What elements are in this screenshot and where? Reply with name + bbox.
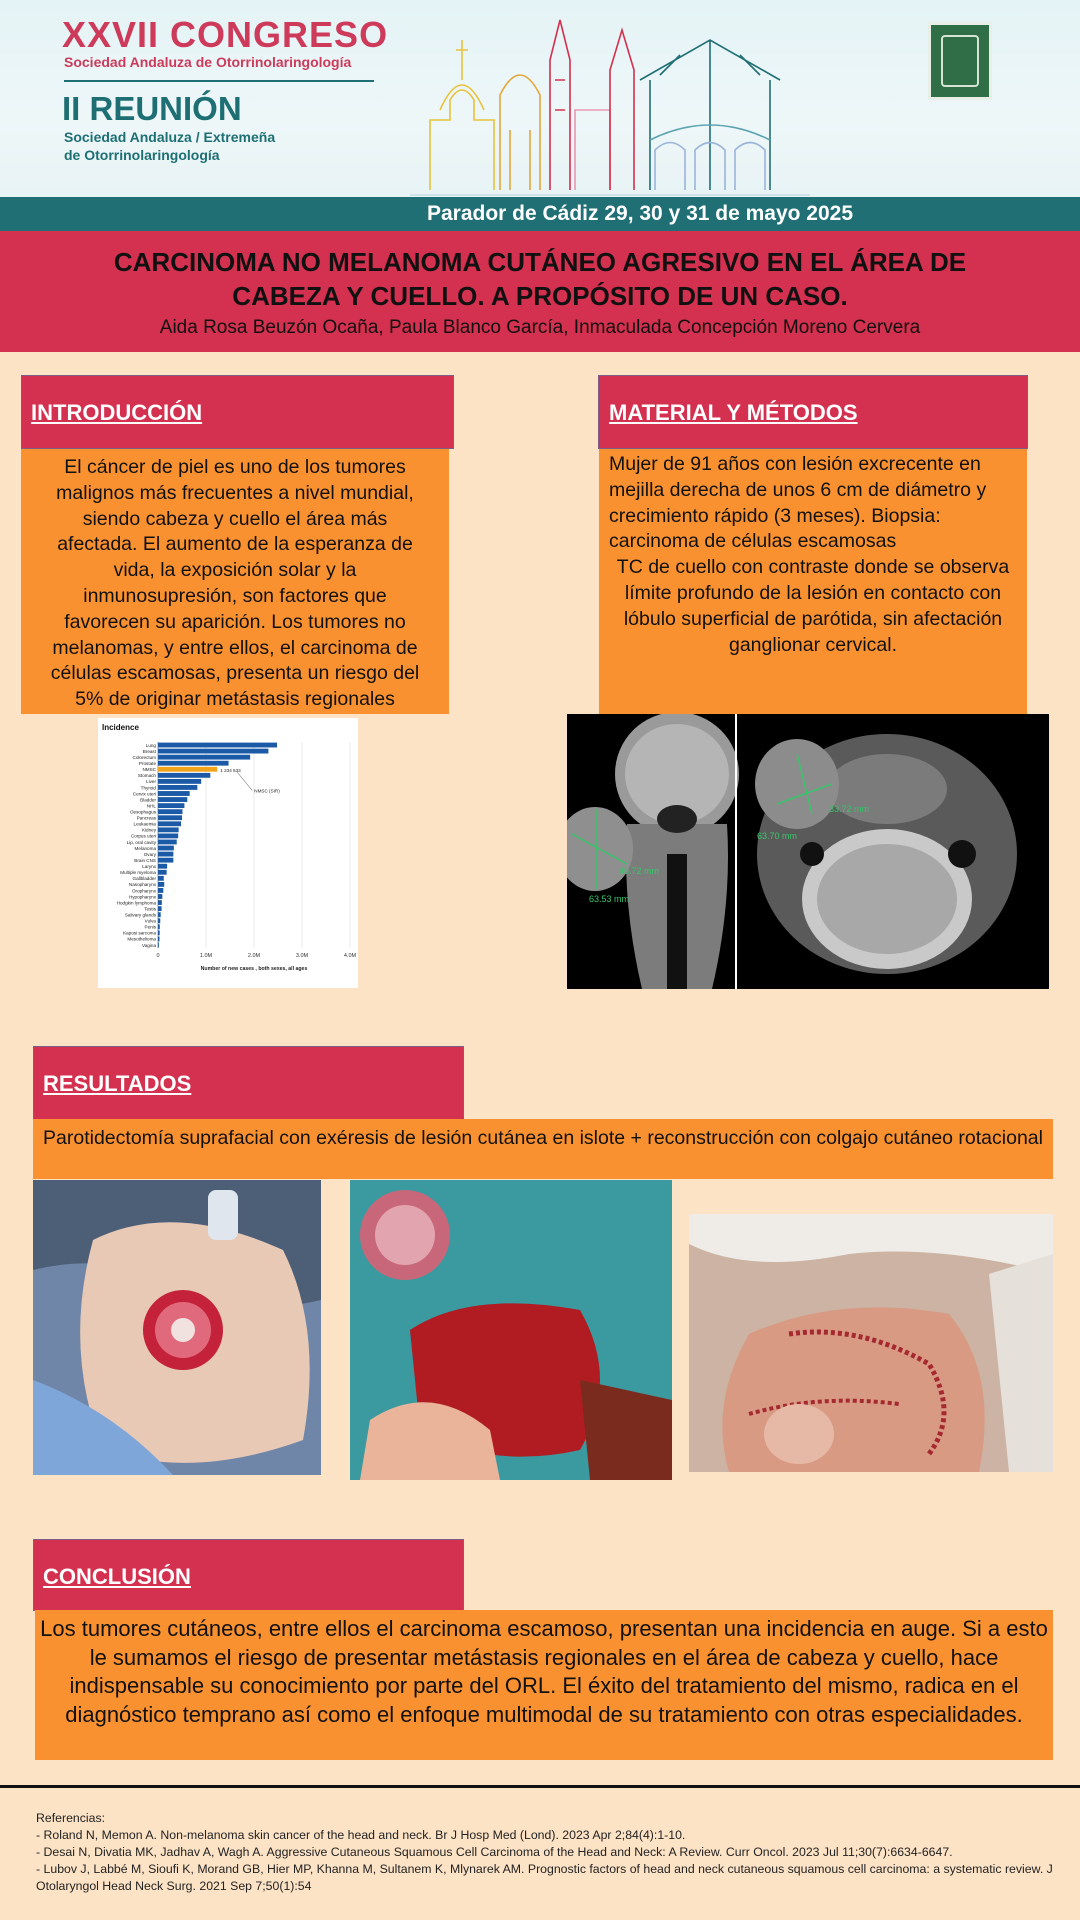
congress-title: XXVII CONGRESO: [62, 14, 389, 55]
introduccion-heading: INTRODUCCIÓN: [31, 400, 203, 425]
chart-category-label: Brain CNS: [134, 857, 156, 863]
material-text-box: [599, 449, 1027, 714]
chart-bar: [158, 912, 161, 917]
chart-category-label: Mesothelioma: [127, 936, 156, 942]
material-heading: MATERIAL Y MÉTODOS: [609, 400, 858, 425]
chart-category-label: Pancreas: [136, 815, 156, 821]
date-location-bar: Parador de Cádiz 29, 30 y 31 de mayo 2025: [0, 197, 1080, 231]
chart-category-label: Leukaemia: [133, 821, 156, 827]
shield-icon: [941, 35, 979, 87]
chart-bar: [158, 900, 162, 905]
chart-bar: [158, 827, 179, 832]
meeting-title: II REUNIÓN: [62, 90, 242, 127]
chart-bar: [158, 755, 250, 760]
ct-scan-svg: [567, 714, 1049, 989]
chart-bar: [158, 809, 182, 814]
poster-title-line1: CARCINOMA NO MELANOMA CUTÁNEO AGRESIVO EN EL ÁREA DE: [113, 247, 967, 277]
society-name-2-line2: de Otorrinolaringología: [64, 147, 220, 163]
chart-bar: [158, 840, 177, 845]
introduccion-text: El cáncer de piel es uno de los tumores malignos más frecuentes a nivel mundial, siendo cabeza y cuello el área más afectada. El aumento de la esperanza de vida, la exposición solar y la inmunosupresión, son factores que favorecen su aparición. Los tumores no melanomas, y entre ellos, el carcinoma de células escamosas, presenta un riesgo del 5% de originar metástasis regionales: [21, 449, 449, 714]
chart-bar: [158, 858, 173, 863]
chart-title: Incidence: [102, 723, 139, 732]
poster-title: [40, 245, 1040, 313]
chart-category-label: Salivary glands: [124, 912, 156, 918]
chart-category-label: Colorectum: [132, 754, 156, 760]
chart-data-label: 1 234 533: [220, 767, 241, 773]
chart-category-label: Hypopharynx: [128, 894, 156, 900]
author-list: Aida Rosa Beuzón Ocaña, Paula Blanco García, Inmaculada Concepción Moreno Cervera: [159, 317, 921, 338]
society-name: Sociedad Andaluza de Otorrinolaringología: [64, 54, 352, 70]
chart-category-label: Corpus uteri: [130, 833, 156, 839]
footer-divider: [0, 1785, 1080, 1788]
conclusion-text: Los tumores cutáneos, entre ellos el carcinoma escamoso, presentan una incidencia en auge. Si a esto le sumamos el riesgo de presentar metástasis regionales en el área de cabeza y cuello, hace indispensable su conocimiento por parte del ORL. El éxito del tratamiento del mismo, radica en el diagnóstico temprano así como el enfoque multimodal de su tratamiento con otras especialidades.: [35, 1610, 1053, 1760]
ct-scan-images: [567, 714, 1049, 989]
chart-xtick-label: 4.0M: [343, 953, 357, 959]
chart-bar: [158, 894, 162, 899]
chart-bar: [158, 821, 181, 826]
material-text-case: Mujer de 91 años con lesión excrecente en mejilla derecha de unos 6 cm de diámetro y crecimiento rápido (3 meses). Biopsia: carcinoma de células escamosas: [609, 453, 987, 553]
banner-divider: [64, 80, 374, 82]
chart-bar: [158, 833, 178, 838]
cadiz-skyline-illustration: [410, 0, 810, 197]
chart-category-label: Cervix uteri: [132, 791, 156, 797]
chart-xtick-label: 1.0M: [199, 953, 213, 959]
chart-bar: [158, 924, 160, 929]
chart-bar: [158, 864, 167, 869]
chart-bar: [158, 785, 197, 790]
chart-category-label: NHL: [146, 803, 156, 809]
ct-measure-1: 33.72 mm: [829, 804, 870, 814]
incidence-chart-svg: [98, 718, 358, 988]
chart-category-label: Larynx: [142, 864, 156, 870]
chart-category-label: Kaposi sarcoma: [123, 930, 156, 936]
chart-bar: [158, 870, 167, 875]
chart-xtick-label: 2.0M: [247, 953, 261, 959]
chart-category-label: Lung: [145, 742, 156, 748]
introduccion-heading-box: [21, 375, 454, 449]
chart-category-label: Lip, oral cavity: [126, 839, 156, 845]
chart-category-label: Prostate: [138, 761, 156, 767]
poster-title-line2: CABEZA Y CUELLO. A PROPÓSITO DE UN CASO.: [232, 281, 848, 311]
chart-category-label: Nasopharynx: [128, 882, 156, 888]
society-name-2-line1: Sociedad Andaluza / Extremeña: [64, 129, 276, 145]
chart-bar: [158, 918, 160, 923]
material-text-imaging: TC de cuello con contraste donde se observa límite profundo de la lesión en contacto con lóbulo superficial de parótida, sin afectación ganglionar cervical.: [616, 556, 1010, 656]
chart-bar: [158, 797, 187, 802]
chart-bar: [158, 930, 160, 935]
ct-measure-2: 63.70 mm: [757, 831, 798, 841]
preop-lesion-photo: [33, 1180, 321, 1475]
chart-bar: [158, 943, 159, 948]
chart-category-label: Testis: [144, 906, 156, 912]
chart-bar: [158, 888, 163, 893]
chart-category-label: Liver: [146, 779, 156, 785]
ct-axial-view: [755, 734, 1017, 974]
chart-bar: [158, 815, 182, 820]
chart-bar: [158, 791, 190, 796]
chart-category-label: Gallbladder: [132, 876, 156, 882]
chart-category-label: Hodgkin lymphoma: [116, 900, 156, 906]
chart-category-label: Oesophagus: [129, 809, 156, 815]
conclusion-heading-box: [33, 1539, 464, 1611]
references-label: Referencias:: [36, 1811, 106, 1825]
chart-bar: [158, 743, 277, 748]
chart-category-label: Penis: [144, 924, 156, 930]
postop-flap-photo: [689, 1214, 1053, 1472]
chart-annotation-label: NMSC (SIR): [254, 788, 280, 794]
chart-bar: [158, 749, 268, 754]
reference-item: - Roland N, Memon A. Non-melanoma skin cancer of the head and neck. Br J Hosp Med (Lond). 2023 Apr 2;84(4):1-10.: [36, 1828, 686, 1842]
material-heading-box: [598, 375, 1028, 449]
chart-category-label: Breast: [142, 748, 156, 754]
chart-xtick-label: 0: [156, 953, 160, 959]
chart-bar: [158, 936, 159, 941]
chart-bar: [158, 876, 164, 881]
surgery-photo: [350, 1180, 672, 1480]
chart-category-label: Oropharynx: [131, 888, 156, 894]
chart-bar: [158, 779, 201, 784]
ct-measure-3: 46.72 mm: [619, 866, 660, 876]
chart-category-label: NMSC: [142, 767, 156, 773]
chart-bar: [158, 803, 184, 808]
chart-xtick-label: 3.0M: [295, 953, 309, 959]
chart-bar: [158, 882, 164, 887]
title-banner: [0, 231, 1080, 352]
chart-category-label: Vagina: [142, 942, 156, 948]
reference-item: - Desai N, Divatia MK, Jadhav A, Wagh A. Aggressive Cutaneous Squamous Cell Carcinoma of the Head and Neck: A Review. Curr Oncol. 2023 Jul 11;30(7):6634-6647.: [36, 1845, 953, 1859]
chart-bar: [158, 906, 162, 911]
chart-category-label: Thyroid: [140, 785, 156, 791]
chart-bar: [158, 852, 173, 857]
chart-annotation-leader: [237, 772, 252, 790]
chart-category-label: Stomach: [137, 773, 156, 779]
chart-category-label: Kidney: [141, 827, 156, 833]
resultados-heading: RESULTADOS: [43, 1071, 192, 1096]
chart-category-label: Bladder: [140, 797, 156, 803]
congress-banner: [0, 0, 1080, 197]
conclusion-heading: CONCLUSIÓN: [43, 1564, 191, 1589]
ct-measure-4: 63.53 mm: [589, 894, 630, 904]
chart-bar: [158, 773, 210, 778]
references: [36, 1810, 1056, 1895]
chart-category-label: Multiple myeloma: [120, 870, 156, 876]
chart-bar: [158, 767, 217, 772]
chart-bar: [158, 846, 174, 851]
chart-category-label: Ovary: [143, 851, 156, 857]
society-name-2: [64, 128, 324, 164]
society-seal-logo: [928, 22, 992, 100]
chart-category-label: Melanoma: [134, 845, 156, 851]
resultados-heading-box: [33, 1046, 464, 1120]
resultados-text: Parotidectomía suprafacial con exéresis de lesión cutánea en islote + reconstrucción con colgajo cutáneo rotacional: [33, 1119, 1053, 1179]
chart-category-label: Vulva: [144, 918, 156, 924]
chart-x-axis-label: Number of new cases , both sexes, all ages: [200, 966, 308, 972]
reference-item: - Lubov J, Labbé M, Sioufi K, Morand GB, Hier MP, Khanna M, Sultanem K, Mlynarek AM. Prognostic factors of head and neck cutaneous squamous cell carcinoma: a systematic review. J Otolaryngol Head Neck Surg. 2021 Sep 7;50(1):54: [36, 1862, 1053, 1893]
incidence-chart: [98, 718, 358, 988]
chart-bar: [158, 761, 229, 766]
